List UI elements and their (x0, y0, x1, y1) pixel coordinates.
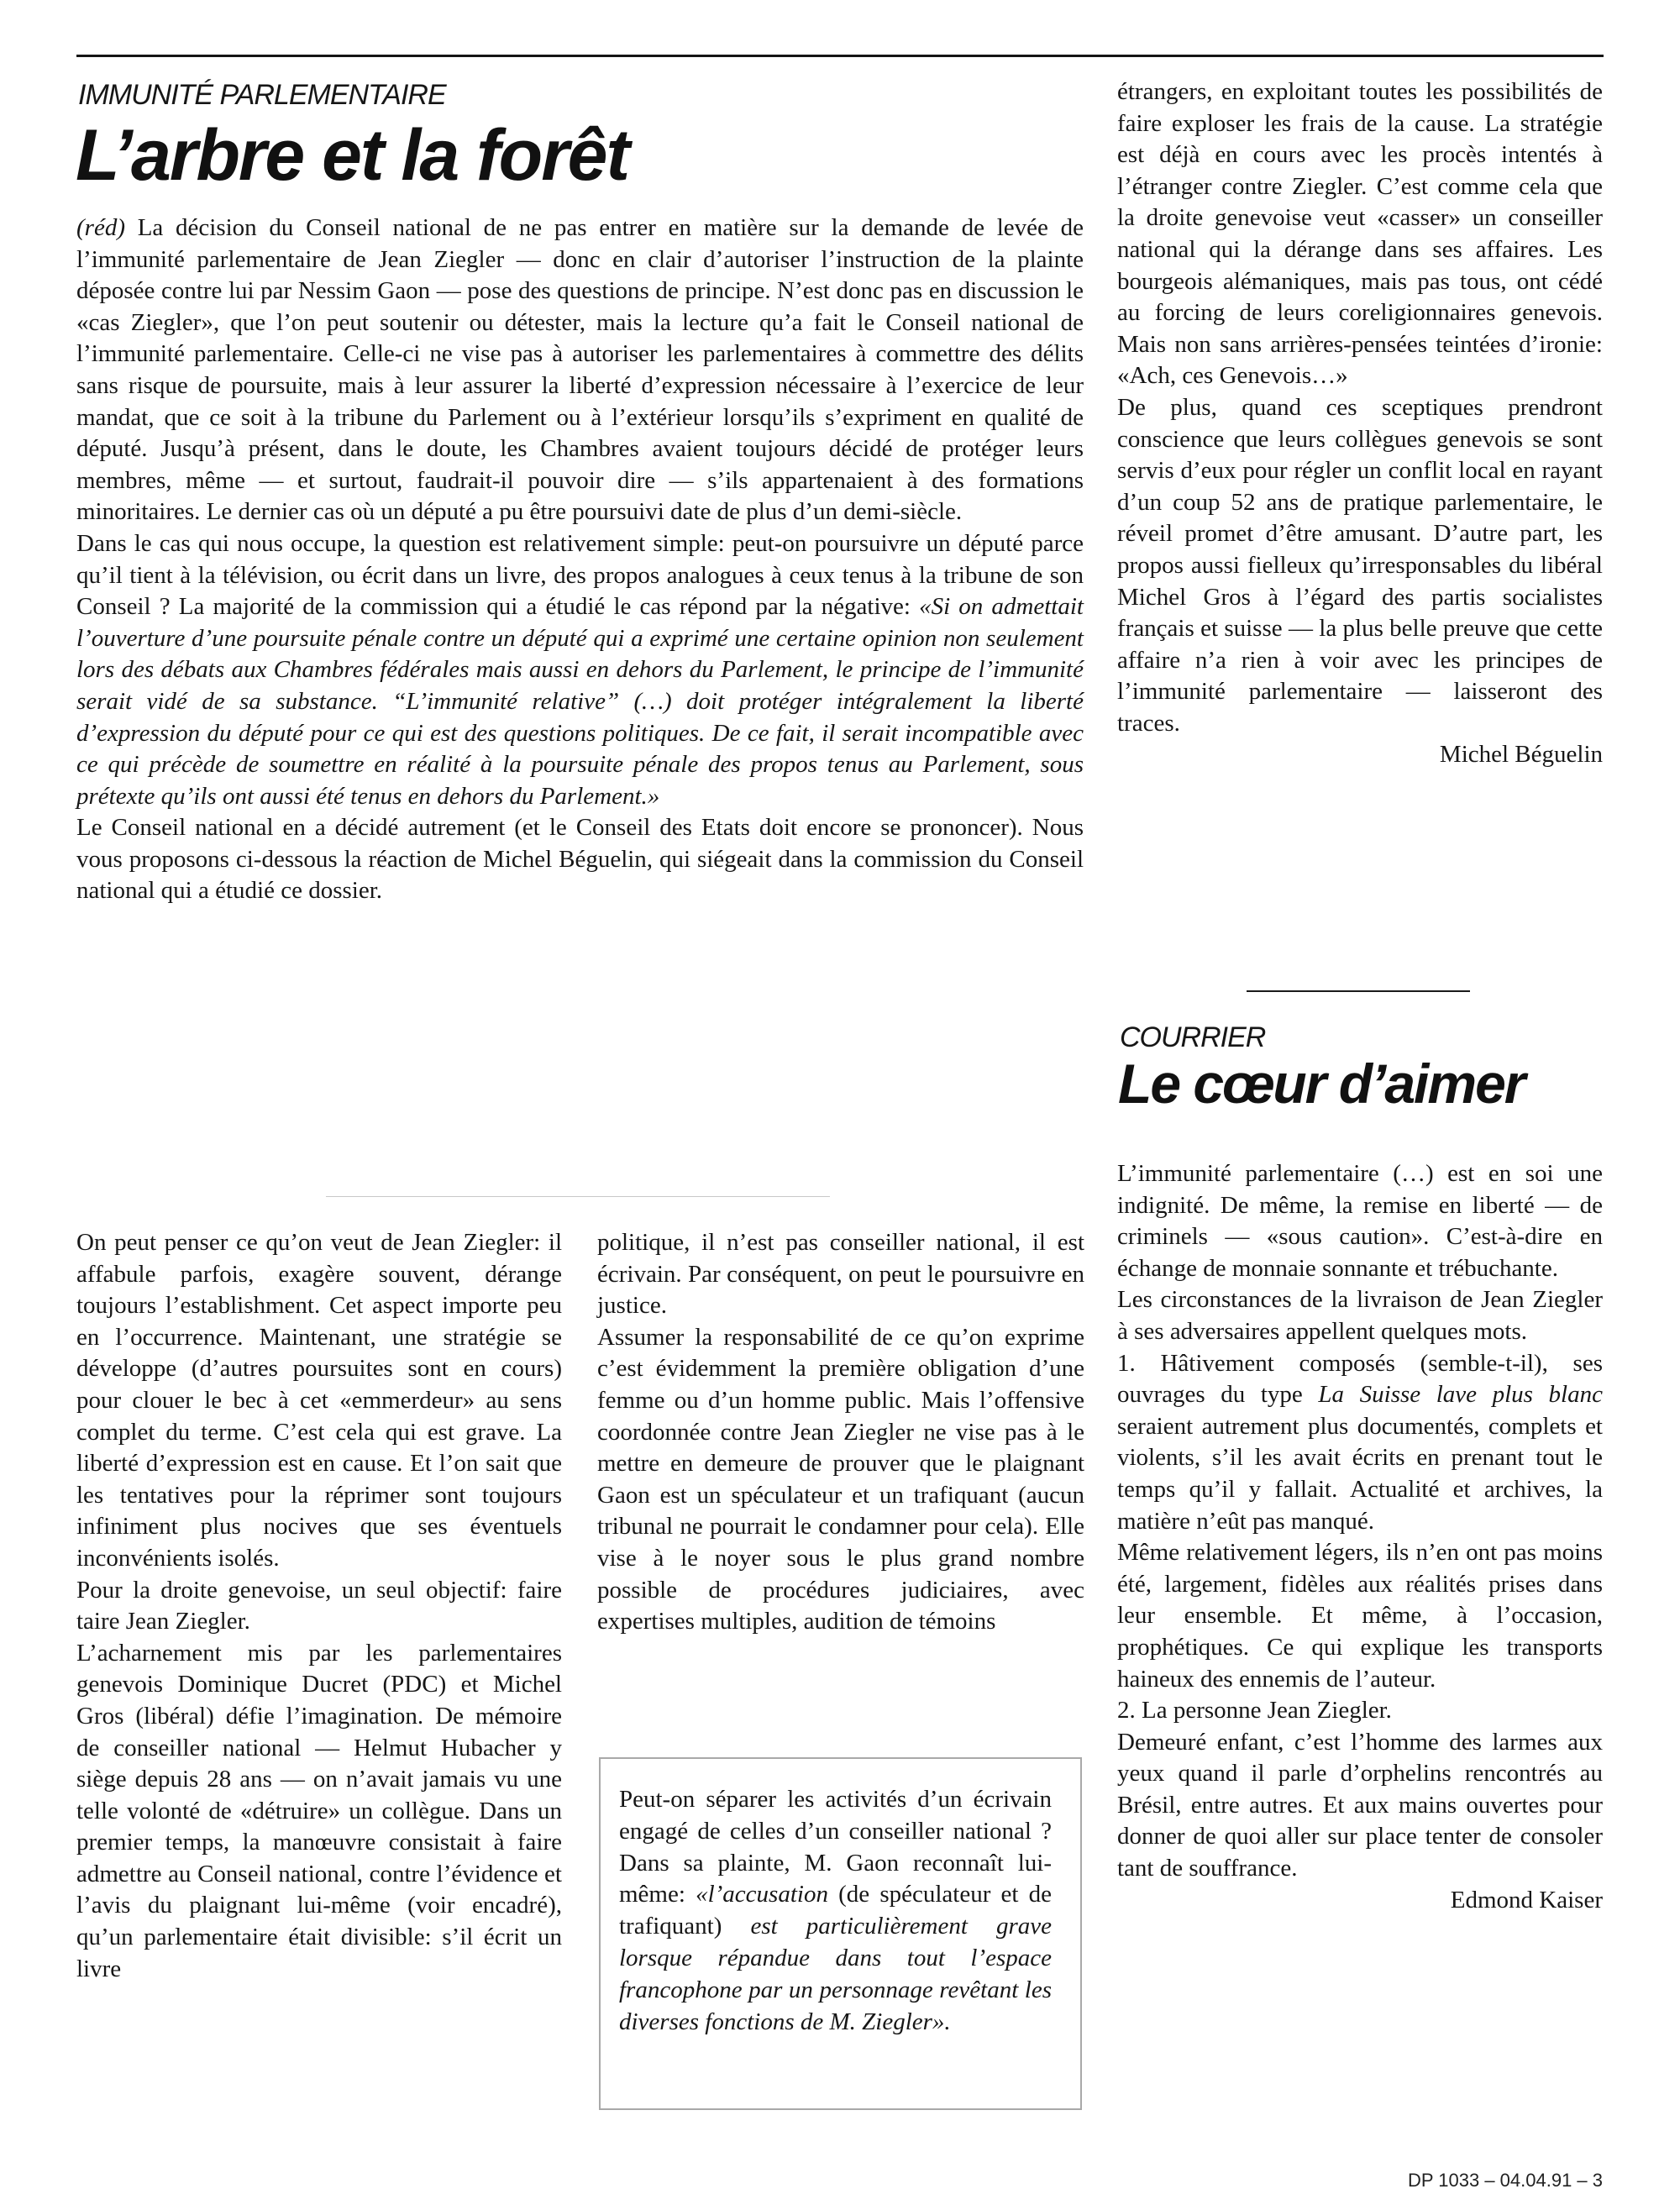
article1-right-column (1117, 76, 1603, 771)
article2-paragraph-5: 2. La personne Jean Ziegler. (1117, 1697, 1392, 1724)
right-paragraph-1: étrangers, en exploitant toutes les possibilités de faire exploser les frais de la cause. La stratégie est déjà en cours avec les procès intentés à l’étranger contre Ziegler. C’est comme cela que la droite genevoise veut «casser» un conseiller national qui la dérange dans ses affaires. Les bourgeois alémaniques, mais pas tous, ont cédé au forcing de leurs coreligionnaires genevois. Mais non sans arrières-pensées teintées d’ironie: «Ach, ces Genevois…» (1117, 78, 1603, 390)
col1-paragraph-3: L’acharnement mis par les parlementaires genevois Dominique Ducret (PDC) et Michel Gros (libéral) défie l’imagination. De mémoire de conseiller national — Helmut Hubacher y siège depuis 28 ans — on n’avait jamais vu une telle volonté de «détruire» un collègue. Dans un premier temps, la manœuvre consistait à faire admettre au Conseil national, contre l’évidence et l’avis du plaignant lui-même (voir encadré), qu’un parlementaire était divisible: s’il écrit un livre (76, 1639, 562, 1982)
article2-body (1117, 1158, 1603, 1916)
page-footer: DP 1033 – 04.04.91 – 3 (1407, 2170, 1603, 2191)
article1-column-1 (76, 1227, 562, 1985)
article2-paragraph-2: Les circonstances de la livraison de Jean Ziegler à ses adversaires appellent quelques mots. (1117, 1286, 1603, 1345)
article2-paragraph-1: L’immunité parlementaire (…) est en soi une indignité. De même, la remise en liberté — de criminels — «sous caution». C’est-à-dire en échange de monnaie sonnante et trébuchante. (1117, 1160, 1603, 1282)
top-rule (76, 55, 1604, 57)
article2-paragraph-6: Demeuré enfant, c’est l’homme des larmes aux yeux quand il parle d’orphelins rencontrés au Brésil, entre autres. Et aux mains ouvertes pour donner de quoi aller sur place tenter de consoler tant de souffrance. (1117, 1728, 1603, 1882)
article2-paragraph-3: 1. Hâtivement composés (semble-t-il), ses ouvrages du type La Suisse lave plus blanc seraient autrement plus documentés, complets et violents, s’il les avait écrits en prenant tout le temps qu’il y fallait. Actualité et archives, la matière n’eût pas manqué. (1117, 1349, 1603, 1535)
intro-paragraph-2: Dans le cas qui nous occupe, la question est relativement simple: peut-on poursuivre un député parce qu’il tient à la télévision, ou écrit dans un livre, des propos analogues à ceux tenus à la tribune de son Conseil ? La majorité de la commission qui a étudié le cas répond par la négative: «Si on admettait l’ouverture d’une poursuite pénale contre un député qui a exprimé une certaine opinion non seulement lors des débats aux Chambres fédérales mais aussi en dehors du Parlement, le principe de l’immunité serait vidé de sa substance. “L’immunité relative” (…) doit protéger intégralement la liberté d’expression du député pour ce qui est des questions politiques. De ce fait, il serait incompatible avec ce qui précède de soumettre en réalité à la poursuite pénale des propos tenus au Parlement, sous prétexte qu’ils ont aussi été tenus en dehors du Parlement.» (76, 529, 1084, 810)
article1-column-2 (597, 1227, 1084, 1638)
commission-quote: «Si on admettait l’ouverture d’une poursuite pénale contre un député qui a exprimé une certaine opinion non seulement lors des débats aux Chambres fédérales mais aussi en dehors du Parlement, le principe de l’immunité serait vidé de sa substance. “L’immunité relative” (…) doit protéger intégralement la liberté d’expression du député pour ce qui est des questions politiques. De ce fait, il serait incompatible avec ce qui précède de soumettre en réalité à la poursuite pénale des propos tenus au Parlement, sous prétexte qu’ils ont aussi été tenus en dehors du Parlement.» (76, 593, 1084, 810)
sidebar-box (599, 1757, 1082, 2110)
col1-paragraph-2: Pour la droite genevoise, un seul objectif: faire taire Jean Ziegler. (76, 1576, 562, 1635)
center-divider (326, 1196, 830, 1197)
article2-title: Le cœur d’aimer (1118, 1053, 1525, 1115)
right-divider (1247, 990, 1470, 992)
article2-paragraph-4: Même relativement légers, ils n’en ont pas moins été, largement, fidèles aux réalités prises dans leur ensemble. Et même, à l’occasion, prophétiques. Ce qui explique les transports haineux des ennemis de l’auteur. (1117, 1539, 1603, 1693)
article2-kicker: COURRIER (1120, 1021, 1266, 1053)
article1-title: L’arbre et la forêt (76, 115, 629, 196)
article1-intro (76, 213, 1084, 907)
col1-paragraph-1: On peut penser ce qu’on veut de Jean Ziegler: il affabule parfois, exagère souvent, dérange toujours l’establishment. Cet aspect importe peu en l’occurrence. Maintenant, une stratégie se développe (d’autres poursuites sont en cours) pour clouer le bec à cet «emmerdeur» au sens complet du terme. C’est cela qui est grave. La liberté d’expression est en cause. Et l’on sait que les tentatives pour la réprimer sont toujours infiniment plus nocives que ses éventuels inconvénients isolés. (76, 1229, 562, 1572)
article1-signature: Michel Béguelin (1439, 741, 1603, 769)
col2-paragraph-2: Assumer la responsabilité de ce qu’on exprime c’est évidemment la première obligation d’une femme ou d’un homme public. Mais l’offensive coordonnée contre Jean Ziegler ne vise pas à le mettre en demeure de prouver que le plaignant Gaon est un spéculateur et un trafiquant (aucun tribunal ne pourrait le condamner pour cela). Elle vise à le noyer sous le plus grand nombre possible de procédures judiciaires, avec expertises multiples, audition de témoins (597, 1323, 1084, 1635)
col2-paragraph-1: politique, il n’est pas conseiller national, il est écrivain. Par conséquent, on peut le poursuivre en justice. (597, 1229, 1084, 1320)
intro-tag: (réd) (76, 214, 125, 241)
article1-kicker: IMMUNITÉ PARLEMENTAIRE (78, 79, 446, 111)
intro-paragraph-3: Le Conseil national en a décidé autrement (et le Conseil des Etats doit encore se prononcer). Nous vous proposons ci-dessous la réaction de Michel Béguelin, qui siégeait dans la commission du Conseil national qui a étudié ce dossier. (76, 814, 1084, 905)
intro-paragraph-1: (réd) La décision du Conseil national de ne pas entrer en matière sur la demande de levée de l’immunité parlementaire de Jean Ziegler — donc en clair d’autoriser l’instruction de la plainte déposée contre lui par Nessim Gaon — pose des questions de principe. N’est donc pas en discussion le «cas Ziegler», que l’on peut soutenir ou détester, mais la lecture qu’a fait le Conseil national de l’immunité parlementaire. Celle-ci ne vise pas à autoriser les parlementaires à commettre des délits sans risque de poursuite, mais à leur assurer la liberté d’expression nécessaire à l’exercice de leur mandat, que ce soit à la tribune du Parlement ou à l’extérieur lorsqu’ils s’expriment en qualité de député. Jusqu’à présent, dans le doute, les Chambres avaient toujours décidé de protéger leurs membres, même — et surtout, faudrait-il pouvoir dire — s’ils appartenaient à des formations minoritaires. Le dernier cas où un député a pu être poursuivi date de plus d’un demi-siècle. (76, 214, 1084, 526)
article2-signature: Edmond Kaiser (1450, 1886, 1603, 1913)
right-paragraph-2: De plus, quand ces sceptiques prendront conscience que leurs collègues genevois se sont servis d’eux pour régler un conflit local en rayant d’un coup 52 ans de pratique parlementaire, le réveil promet d’être amusant. D’autre part, les propos aussi fielleux qu’irresponsables du libéral Michel Gros à l’égard des partis socialistes français et suisse — la plus belle preuve que cette affaire n’a rien à voir avec les principes de l’immunité parlementaire — laisseront des traces. (1117, 393, 1603, 737)
sidebar-text: Peut-on séparer les activités d’un écrivain engagé de celles d’un conseiller national ? Dans sa plainte, M. Gaon reconnaît lui-même: «l’accusation (de spéculateur et de trafiquant) est particulièrement grave lorsque répandue dans tout l’espace francophone par un personnage revêtant les diverses fonctions de M. Ziegler». (619, 1786, 1053, 2035)
book-title: La Suisse lave plus blanc (1318, 1381, 1603, 1409)
